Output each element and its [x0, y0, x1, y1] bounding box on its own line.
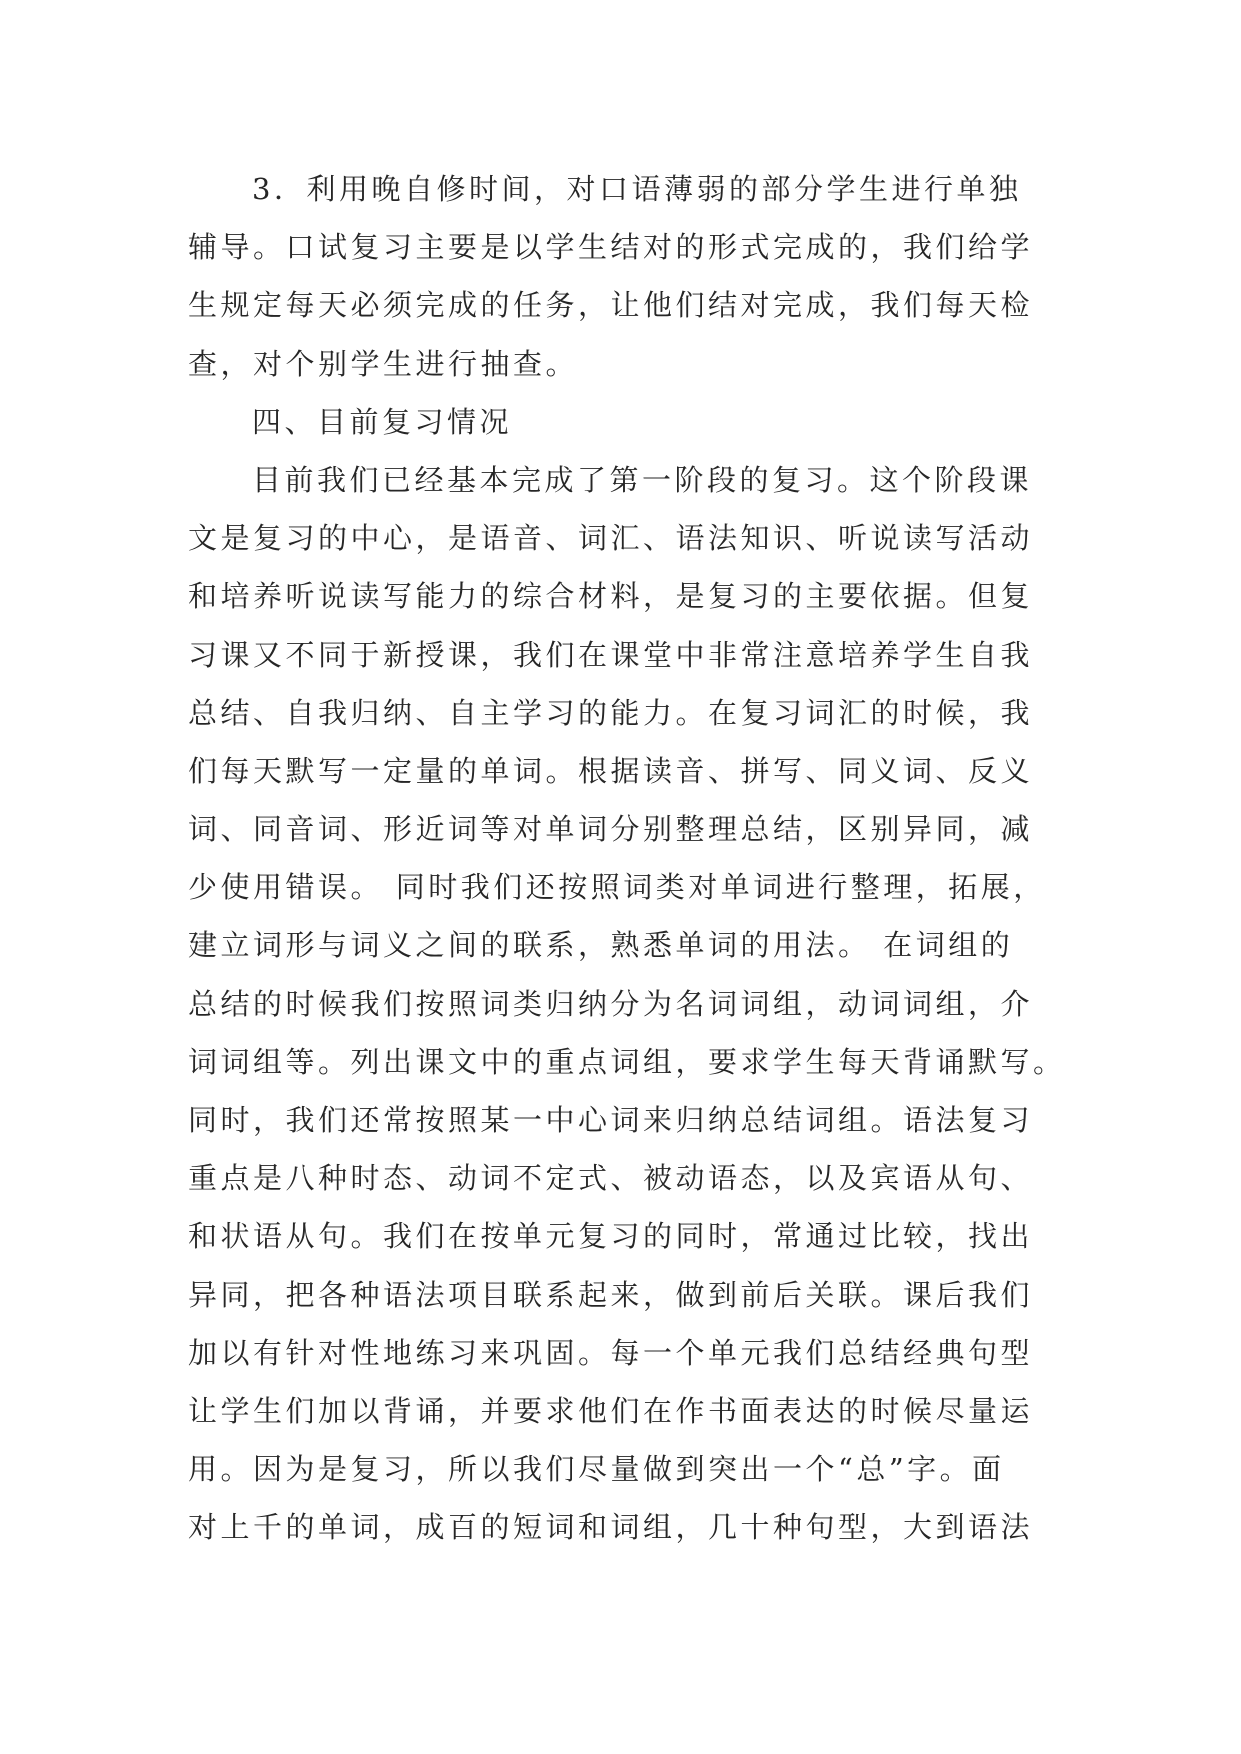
paragraph-line: 3．利用晚自修时间，对口语薄弱的部分学生进行单独 [252, 172, 1022, 206]
paragraph-line: 用。因为是复习，所以我们尽量做到突出一个“总”字。面 [188, 1452, 1005, 1487]
paragraph-line: 对上千的单词，成百的短词和词组，几十种句型，大到语法 [188, 1510, 1034, 1545]
paragraph-line: 们每天默写一定量的单词。根据读音、拼写、同义词、反义 [188, 753, 1034, 788]
paragraph-line: 少使用错误。 同时我们还按照词类对单词进行整理，拓展， [188, 870, 1046, 905]
document-body [188, 160, 1066, 1557]
paragraph-line: 重点是八种时态、动词不定式、被动语态，以及宾语从句、 [188, 1161, 1034, 1196]
paragraph-line: 让学生们加以背诵，并要求他们在作书面表达的时候尽量运 [188, 1393, 1034, 1428]
paragraph-line: 和状语从句。我们在按单元复习的同时，常通过比较，找出 [188, 1219, 1034, 1254]
paragraph-line: 词、同音词、形近词等对单词分别整理总结，区别异同，减 [188, 812, 1034, 847]
paragraph-line: 建立词形与词义之间的联系，熟悉单词的用法。 在词组的 [188, 928, 1014, 963]
section-heading: 四、目前复习情况 [252, 404, 513, 439]
paragraph-line: 目前我们已经基本完成了第一阶段的复习。这个阶段课 [252, 462, 1033, 497]
paragraph-line: 词词组等。列出课文中的重点词组，要求学生每天背诵默写。 [188, 1044, 1066, 1079]
paragraph-line: 加以有针对性地练习来巩固。每一个单元我们总结经典句型 [188, 1335, 1034, 1370]
paragraph-line: 习课又不同于新授课，我们在课堂中非常注意培养学生自我 [188, 637, 1034, 672]
paragraph-line: 查，对个别学生进行抽查。 [188, 346, 579, 381]
paragraph-line: 文是复习的中心，是语音、词汇、语法知识、听说读写活动 [188, 521, 1034, 556]
paragraph-line: 生规定每天必须完成的任务，让他们结对完成，我们每天检 [188, 288, 1034, 323]
paragraph-line: 总结、自我归纳、自主学习的能力。在复习词汇的时候，我 [188, 695, 1034, 730]
paragraph-line: 和培养听说读写能力的综合材料，是复习的主要依据。但复 [188, 579, 1034, 614]
paragraph-line: 异同，把各种语法项目联系起来，做到前后关联。课后我们 [188, 1277, 1034, 1312]
paragraph-line: 辅导。口试复习主要是以学生结对的形式完成的，我们给学 [188, 230, 1034, 265]
paragraph-line: 同时，我们还常按照某一中心词来归纳总结词组。语法复习 [188, 1103, 1034, 1137]
paragraph-line: 总结的时候我们按照词类归纳分为名词词组，动词词组，介 [188, 986, 1034, 1021]
